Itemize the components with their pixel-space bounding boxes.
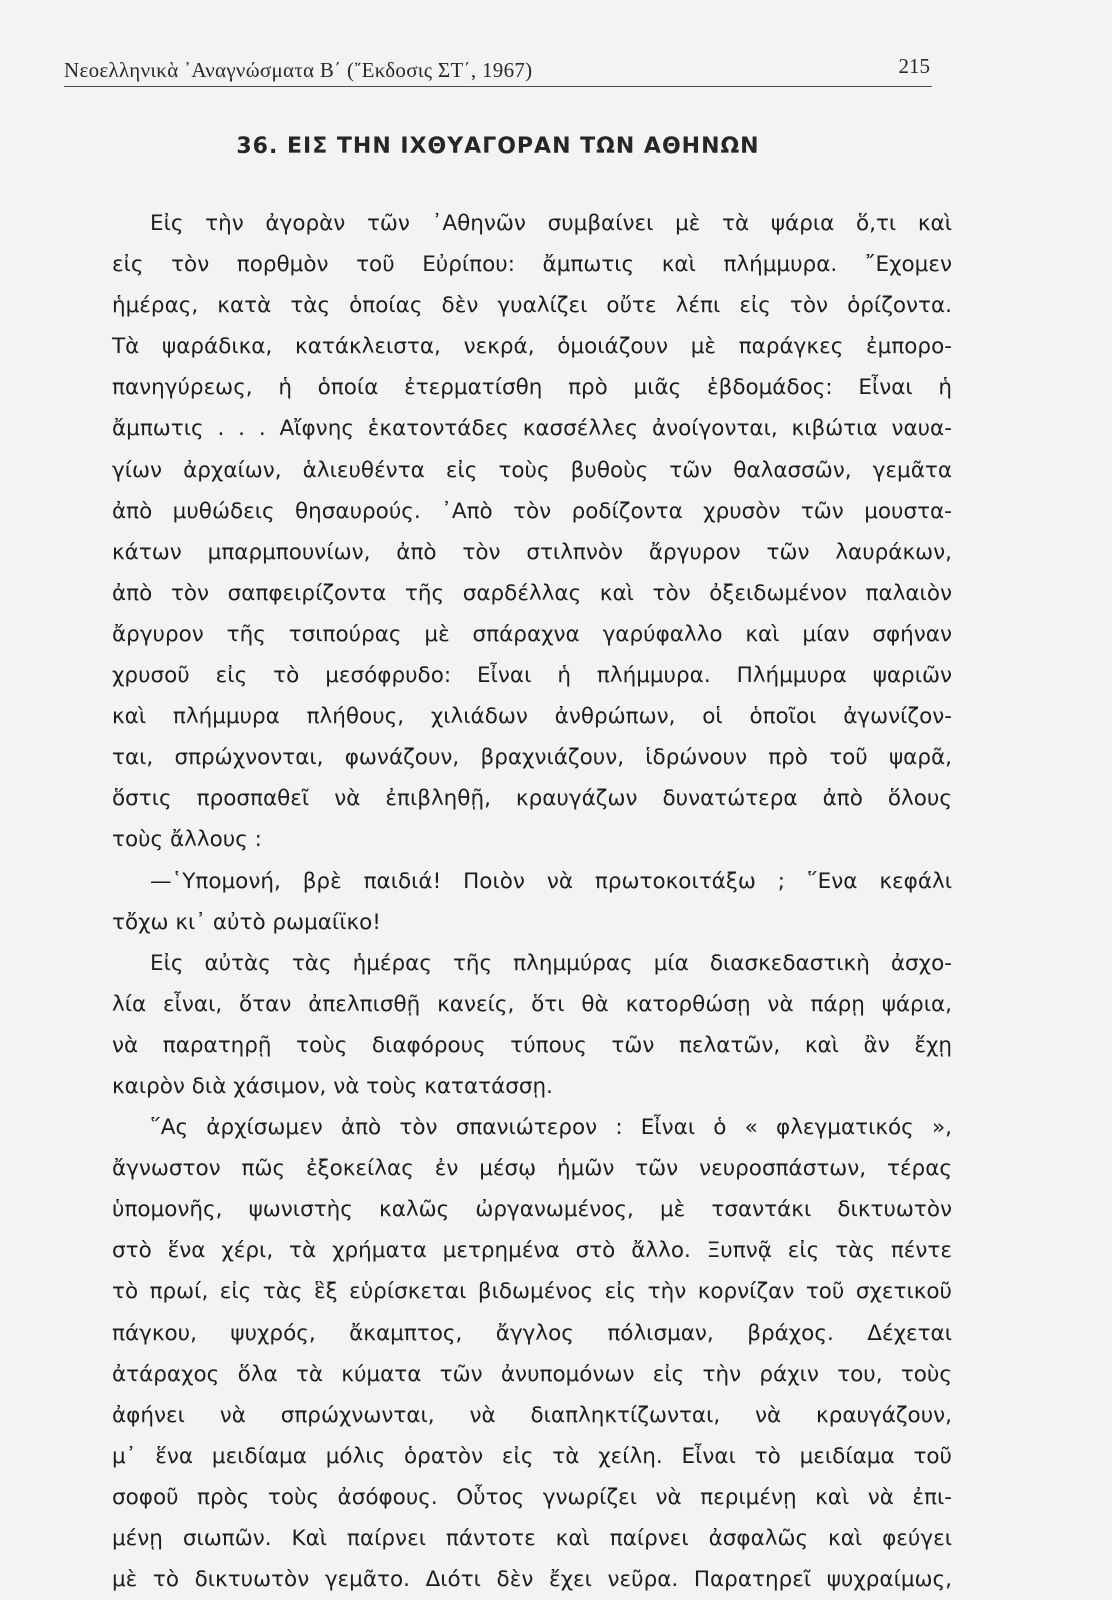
text-line: τὄχω κι᾿ αὐτὸ ρωμαίϊκο!: [112, 909, 381, 935]
text-line: πάγκου, ψυχρός, ἄκαμπτος, ἄγγλος πόλισμαν, βράχος. Δέχεται: [112, 1320, 952, 1346]
text-line: ἄμπωτις . . . Αἴφνης ἑκατοντάδες κασσέλλες ἀνοίγονται, κιβώτια ναυα-: [112, 416, 952, 442]
text-line: μένῃ σιωπῶν. Καὶ παίρνει πάντοτε καὶ παίρνει ἀσφαλῶς καὶ φεύγει: [112, 1526, 952, 1551]
text-line: ἀφήνει νὰ σπρώχνωνται, νὰ διαπληκτίζωνται, νὰ κραυγάζουν,: [112, 1402, 952, 1428]
text-line: μὲ τὸ δικτυωτὸν γεμᾶτο. Διότι δὲν ἔχει νεῦρα. Παρατηρεῖ ψυχραίμως,: [112, 1567, 952, 1593]
text-line: ὅστις προσπαθεῖ νὰ ἐπιβληθῇ, κραυγάζων δυνατώτερα ἀπὸ ὅλους: [112, 786, 952, 812]
text-line: Εἰς αὐτὰς τὰς ἡμέρας τῆς πλημμύρας μία διασκεδαστικὴ ἀσχο-: [150, 950, 952, 976]
page-number: 215: [898, 54, 930, 78]
text-line: Τὰ ψαράδικα, κατάκλειστα, νεκρά, ὁμοιάζουν μὲ παράγκες ἐμπορο-: [112, 334, 952, 360]
text-line: ἡμέρας, κατὰ τὰς ὁποίας δὲν γυαλίζει οὔτε λέπι εἰς τὸν ὁρίζοντα.: [112, 293, 952, 319]
text-line: γίων ἀρχαίων, ἁλιευθέντα εἰς τοὺς βυθοὺς τῶν θαλασσῶν, γεμᾶτα: [112, 457, 952, 483]
text-line: σοφοῦ πρὸς τοὺς ἀσόφους. Οὗτος γνωρίζει νὰ περιμένῃ καὶ νὰ ἐπι-: [112, 1484, 952, 1510]
text-line: ἀπὸ μυθώδεις θησαυρούς. ᾿Απὸ τὸν ροδίζοντα χρυσὸν τῶν μουστα-: [112, 498, 952, 524]
text-line: καὶ πλήμμυρα πλήθους, χιλιάδων ἀνθρώπων, οἱ ὁποῖοι ἀγωνίζον-: [112, 704, 952, 730]
text-line: λία εἶναι, ὅταν ἀπελπισθῇ κανείς, ὅτι θὰ κατορθώσῃ νὰ πάρῃ ψάρια,: [112, 991, 952, 1017]
text-line: χρυσοῦ εἰς τὸ μεσόφρυδο: Εἶναι ἡ πλήμμυρα. Πλήμμυρα ψαριῶν: [112, 663, 952, 689]
text-line: ὑπομονῆς, ψωνιστὴς καλῶς ὠργανωμένος, μὲ τσαντάκι δικτυωτὸν: [112, 1197, 952, 1223]
text-line: ἄγνωστον πῶς ἐξοκείλας ἐν μέσῳ ἡμῶν τῶν νευροσπάστων, τέρας: [112, 1156, 952, 1182]
text-line: ῞Ας ἀρχίσωμεν ἀπὸ τὸν σπανιώτερον : Εἶναι ὁ « φλεγματικός »,: [150, 1115, 952, 1141]
text-line: μ᾿ ἕνα μειδίαμα μόλις ὁρατὸν εἰς τὰ χείλη. Εἶναι τὸ μειδίαμα τοῦ: [112, 1443, 952, 1469]
text-line: στὸ ἕνα χέρι, τὰ χρήματα μετρημένα στὸ ἄλλο. Ξυπνᾷ εἰς τὰς πέντε: [112, 1238, 952, 1264]
text-line: ται, σπρώχνονται, φωνάζουν, βραχνιάζουν, ἱδρώνουν πρὸ τοῦ ψαρᾶ,: [112, 745, 952, 771]
text-line: εἰς τὸν πορθμὸν τοῦ Εὐρίπου: ἄμπωτις καὶ πλήμμυρα. ῎Εχομεν: [112, 252, 952, 278]
text-line: —῾Υπομονή, βρὲ παιδιά! Ποιὸν νὰ πρωτοκοιτάξω ; ῞Ενα κεφάλι: [150, 868, 952, 894]
running-title: Νεοελληνικὰ ᾿Αναγνώσματα Β΄ (῎Εκδοσις ΣΤ΄, 1967): [64, 58, 533, 82]
text-line: κάτων μπαρμπουνίων, ἀπὸ τὸν στιλπνὸν ἄργυρον τῶν λαυράκων,: [112, 539, 952, 565]
text-line: Εἰς τὴν ἀγορὰν τῶν ᾿Αθηνῶν συμβαίνει μὲ τὰ ψάρια ὅ,τι καὶ: [150, 211, 952, 236]
text-line: πανηγύρεως, ἡ ὁποία ἐτερματίσθη πρὸ μιᾶς ἑβδομάδος: Εἶναι ἡ: [112, 375, 952, 401]
text-line: ἀτάραχος ὅλα τὰ κύματα τῶν ἀνυπομόνων εἰς τὴν ράχιν του, τοὺς: [112, 1361, 952, 1387]
text-line: ἄργυρον τῆς τσιπούρας μὲ σπάραχνα γαρύφαλλο καὶ μίαν σφήναν: [112, 621, 952, 647]
running-header: [64, 52, 932, 87]
text-line: καιρὸν διὰ χάσιμον, νὰ τοὺς κατατάσσῃ.: [112, 1073, 554, 1099]
text-line: ἀπὸ τὸν σαπφειρίζοντα τῆς σαρδέλλας καὶ τὸν ὀξειδωμένον παλαιὸν: [112, 580, 952, 606]
text-line: νὰ παρατηρῇ τοὺς διαφόρους τύπους τῶν πελατῶν, καὶ ἂν ἔχῃ: [112, 1032, 952, 1058]
chapter-title: 36. ΕΙΣ ΤΗΝ ΙΧΘΥΑΓΟΡΑΝ ΤΩΝ ΑΘΗΝΩΝ: [236, 134, 760, 159]
text-line: τοὺς ἄλλους :: [112, 827, 262, 853]
body-text: [112, 203, 952, 1600]
text-line: τὸ πρωί, εἰς τὰς ἓξ εὑρίσκεται βιδωμένος εἰς τὴν κορνίζαν τοῦ σχετικοῦ: [112, 1279, 952, 1305]
